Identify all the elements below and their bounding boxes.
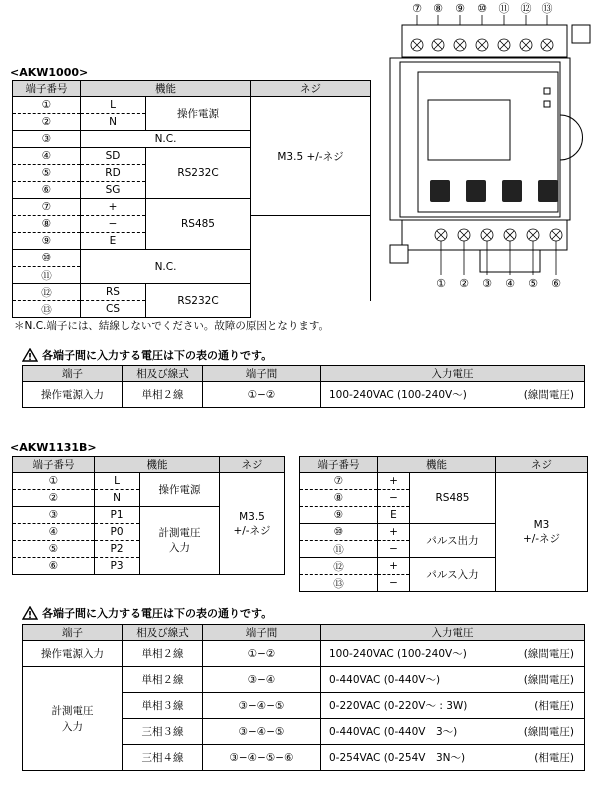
screw: M3.5 +/-ネジ: [220, 473, 285, 575]
voltage-cell: [321, 693, 585, 719]
func-rs485: RS485: [146, 199, 251, 250]
terminal-no: ③: [13, 507, 95, 524]
terminal-cell: 操作電源入力: [23, 641, 123, 667]
bottom-label: ③: [482, 277, 492, 290]
func-rs485: RS485: [410, 473, 496, 524]
terminal-no: ⑬: [13, 301, 81, 318]
header-between: 端子間: [203, 625, 321, 641]
warning-1: [22, 347, 272, 363]
terminal-no: ①: [13, 473, 95, 490]
func-measure: 計測電圧 入力: [140, 507, 220, 575]
signal: CS: [81, 301, 146, 318]
phase-cell: 単相３線: [123, 693, 203, 719]
header-terminal: 端子番号: [300, 457, 378, 473]
voltage-cell: [321, 667, 585, 693]
voltage-table-1: [22, 365, 585, 408]
header-function: 機能: [378, 457, 496, 473]
signal: RS: [81, 284, 146, 301]
voltage-kind: (線間電圧): [523, 674, 574, 686]
between-cell: ③−④: [203, 667, 321, 693]
top-label: ⑨: [455, 2, 465, 15]
top-terminal-labels: [412, 2, 552, 15]
header-terminal: 端子番号: [13, 457, 95, 473]
header-voltage: 入力電圧: [321, 625, 585, 641]
terminal-no: ⑨: [13, 233, 81, 250]
signal: SG: [81, 182, 146, 199]
warning-icon: [22, 348, 38, 362]
terminal-no: ②: [13, 490, 95, 507]
header-function: 機能: [95, 457, 220, 473]
voltage-cell: [321, 382, 585, 408]
bottom-label: ①: [436, 277, 446, 290]
terminal-no: ③: [13, 131, 81, 148]
signal: SD: [81, 148, 146, 165]
header-terminal: 端子: [23, 625, 123, 641]
between-cell: ①−②: [203, 641, 321, 667]
akw1000-table: [12, 80, 371, 318]
func-power: 操作電源: [146, 97, 251, 131]
header-function: 機能: [81, 81, 251, 97]
top-label: ⑬: [541, 2, 553, 15]
terminal-no: ④: [13, 524, 95, 541]
terminal-no: ⑫: [300, 558, 378, 575]
terminal-no: ②: [13, 114, 81, 131]
signal: N: [81, 114, 146, 131]
phase-cell: 単相２線: [123, 382, 203, 408]
top-label: ⑫: [520, 2, 532, 15]
voltage-kind: (線間電圧): [523, 648, 574, 660]
terminal-no: ⑦: [300, 473, 378, 490]
signal: −: [378, 575, 410, 592]
terminal-no: ⑪: [300, 541, 378, 558]
terminal-no: ⑩: [300, 524, 378, 541]
warning-text: 各端子間に入力する電圧は下の表の通りです。: [42, 607, 273, 620]
header-screw: ネジ: [251, 81, 371, 97]
terminal-no: ⑤: [13, 541, 95, 558]
between-cell: ③−④−⑤: [203, 693, 321, 719]
voltage-cell: [321, 719, 585, 745]
terminal-no: ⑥: [13, 558, 95, 575]
header-screw: ネジ: [220, 457, 285, 473]
func-power: 操作電源: [140, 473, 220, 507]
bottom-label: ④: [505, 277, 515, 290]
terminal-no: ⑧: [300, 490, 378, 507]
voltage-table-2: [22, 624, 585, 771]
signal: E: [81, 233, 146, 250]
terminal-no: ⑦: [13, 199, 81, 216]
signal: L: [95, 473, 140, 490]
phase-cell: 単相２線: [123, 667, 203, 693]
func-pulse-out: パルス出力: [410, 524, 496, 558]
func-nc: N.C.: [81, 131, 251, 148]
voltage-cell: [321, 641, 585, 667]
device-diagram: [380, 0, 595, 290]
voltage-kind: (相電圧): [534, 700, 574, 712]
header-between: 端子間: [203, 366, 321, 382]
signal: −: [81, 216, 146, 233]
signal: P1: [95, 507, 140, 524]
func-rs232c: RS232C: [146, 148, 251, 199]
voltage-value: 100-240VAC (100-240V〜): [329, 389, 467, 401]
header-voltage: 入力電圧: [321, 366, 585, 382]
header-screw: ネジ: [496, 457, 588, 473]
signal: −: [378, 541, 410, 558]
terminal-no: ⑧: [13, 216, 81, 233]
terminal-cell: 操作電源入力: [23, 382, 123, 408]
top-label: ⑦: [412, 2, 422, 15]
signal: L: [81, 97, 146, 114]
func-rs232c-2: RS232C: [146, 284, 251, 318]
terminal-no: ⑪: [13, 267, 81, 284]
voltage-value: 0-254VAC (0-254V 3N〜): [329, 752, 466, 764]
signal: +: [378, 558, 410, 575]
warning-icon: [22, 606, 38, 620]
bottom-label: ⑥: [551, 277, 561, 290]
phase-cell: 三相３線: [123, 719, 203, 745]
akw1131b-title: <AKW1131B>: [10, 441, 97, 454]
signal: −: [378, 490, 410, 507]
header-phase: 相及び線式: [123, 625, 203, 641]
header-terminal: 端子: [23, 366, 123, 382]
terminal-no: ⑬: [300, 575, 378, 592]
terminal-no: ④: [13, 148, 81, 165]
header-terminal: 端子番号: [13, 81, 81, 97]
terminal-no: ①: [13, 97, 81, 114]
terminal-no: ⑤: [13, 165, 81, 182]
voltage-kind: (線間電圧): [523, 726, 574, 738]
voltage-kind: (相電圧): [534, 752, 574, 764]
warning-2: [22, 605, 272, 621]
between-cell: ③−④−⑤−⑥: [203, 745, 321, 771]
signal: P2: [95, 541, 140, 558]
screw: M3 +/-ネジ: [496, 473, 588, 592]
screw-m35: M3.5 +/-ネジ: [251, 97, 371, 216]
voltage-cell: [321, 745, 585, 771]
bottom-label: ②: [459, 277, 469, 290]
bottom-terminal-labels: [436, 277, 561, 290]
terminal-no: ⑫: [13, 284, 81, 301]
voltage-value: 0-440VAC (0-440V 3〜): [329, 726, 458, 738]
top-label: ⑪: [498, 2, 510, 15]
signal: P0: [95, 524, 140, 541]
phase-cell: 単相２線: [123, 641, 203, 667]
signal: +: [378, 473, 410, 490]
warning-text: 各端子間に入力する電圧は下の表の通りです。: [42, 349, 273, 362]
terminal-no: ⑨: [300, 507, 378, 524]
akw1131b-right-table: [299, 456, 588, 592]
bottom-label: ⑤: [528, 277, 538, 290]
top-label: ⑧: [433, 2, 443, 15]
phase-cell: 三相４線: [123, 745, 203, 771]
voltage-value: 0-440VAC (0-440V〜): [329, 674, 441, 686]
func-nc2: N.C.: [81, 250, 251, 284]
voltage-kind: (線間電圧): [523, 389, 574, 401]
nc-note: ＊N.C.端子には、結線しないでください。故障の原因となります。: [14, 320, 330, 332]
signal: N: [95, 490, 140, 507]
akw1131b-left-table: [12, 456, 285, 575]
signal: +: [81, 199, 146, 216]
measure-label: 計測電圧 入力: [23, 667, 123, 771]
signal: RD: [81, 165, 146, 182]
header-phase: 相及び線式: [123, 366, 203, 382]
top-label: ⑩: [477, 2, 487, 15]
terminal-no: ⑩: [13, 250, 81, 267]
voltage-value: 100-240VAC (100-240V〜): [329, 648, 467, 660]
akw1000-title: <AKW1000>: [10, 66, 89, 79]
between-cell: ①−②: [203, 382, 321, 408]
signal: E: [378, 507, 410, 524]
terminal-no: ⑥: [13, 182, 81, 199]
voltage-value: 0-220VAC (0-220V〜 : 3W): [329, 700, 468, 712]
signal: P3: [95, 558, 140, 575]
signal: +: [378, 524, 410, 541]
between-cell: ③−④−⑤: [203, 719, 321, 745]
func-pulse-in: パルス入力: [410, 558, 496, 592]
